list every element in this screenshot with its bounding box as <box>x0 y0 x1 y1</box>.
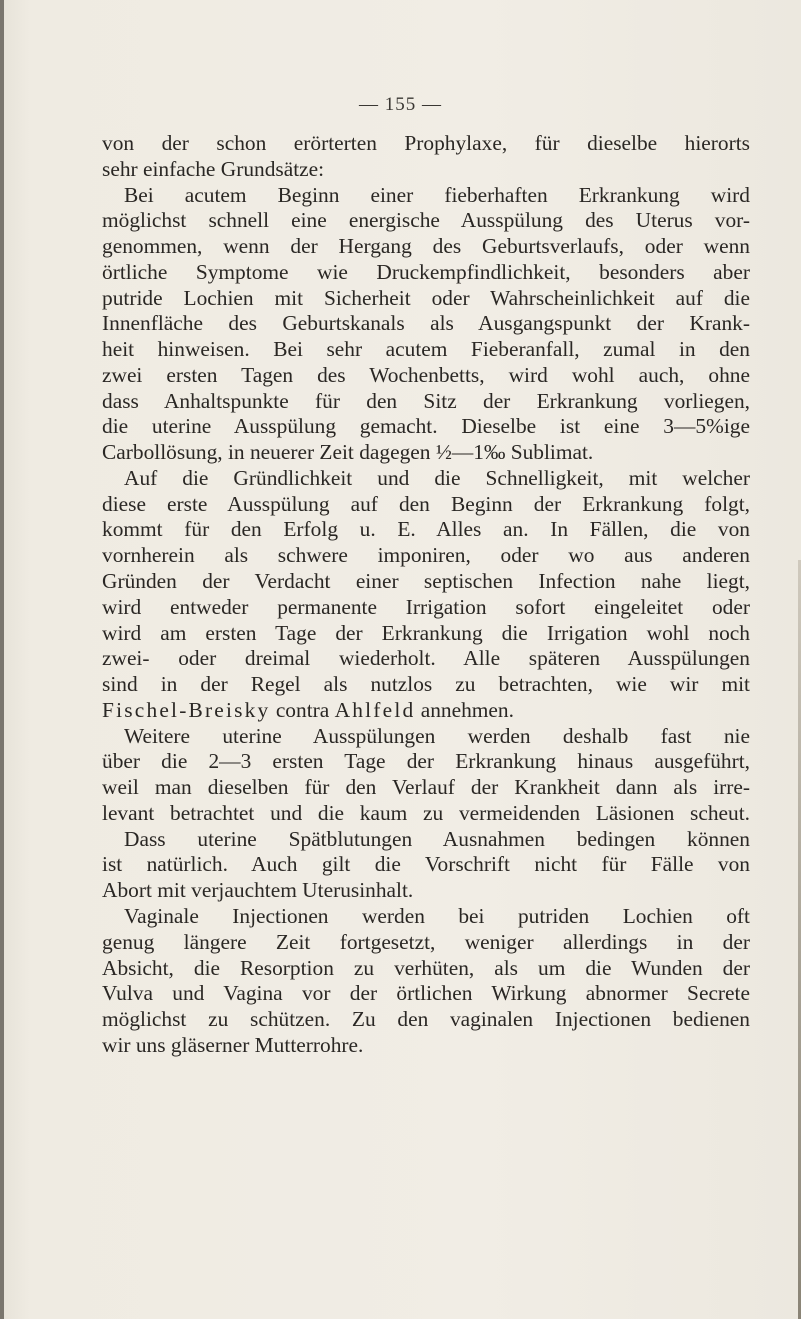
text-line: genommen, wenn der Hergang des Geburtsverlaufs, oder wenn <box>102 234 750 259</box>
text-line: weil man dieselben für den Verlauf der Krankheit dann als irre- <box>102 775 750 800</box>
author-name: Fischel-Breisky <box>102 697 271 722</box>
text-line: sehr einfache Grundsätze: <box>102 156 325 181</box>
text-line: Gründen der Verdacht einer septischen Infection nahe liegt, <box>102 569 750 594</box>
text-line: diese erste Ausspülung auf den Beginn der Erkrankung folgt, <box>102 491 750 516</box>
paragraph-start-line: Auf die Gründlichkeit und die Schnelligkeit, mit welcher <box>124 465 750 490</box>
author-name: Ahlfeld <box>334 697 416 722</box>
text-line: die uterine Ausspülung gemacht. Dieselbe ist eine 3—5%ige <box>102 414 750 439</box>
text-line: wir uns gläserner Mutterrohre. <box>102 1032 364 1057</box>
text-line: heit hinweisen. Bei sehr acutem Fieberanfall, zumal in den <box>102 337 750 362</box>
text-line: sind in der Regel als nutzlos zu betrachten, wie wir mit <box>102 672 750 697</box>
text-line: kommt für den Erfolg u. E. Alles an. In Fällen, die von <box>102 517 750 542</box>
text-line: zwei ersten Tagen des Wochenbetts, wird wohl auch, ohne <box>102 362 750 387</box>
text-line: von der schon erörterten Prophylaxe, für dieselbe hierorts <box>102 131 750 155</box>
line-tail-text: annehmen. <box>415 697 514 722</box>
page-left-edge-shadow <box>0 0 4 1319</box>
page-number: — 155 — <box>359 94 442 115</box>
text-line: örtliche Symptome wie Druckempfindlichkeit, besonders aber <box>102 259 750 284</box>
text-line: über die 2—3 ersten Tage der Erkrankung hinaus ausgeführt, <box>102 749 750 774</box>
text-line: wird am ersten Tage der Erkrankung die Irrigation wohl noch <box>102 620 750 645</box>
text-line: vornherein als schwere imponiren, oder wo aus anderen <box>102 543 750 568</box>
text-line: zwei- oder dreimal wiederholt. Alle späteren Ausspülungen <box>102 646 750 671</box>
text-line: Abort mit verjauchtem Uterusinhalt. <box>102 878 414 903</box>
text-line: Carbollösung, in neuerer Zeit dagegen ½—1‰ Sublimat. <box>102 440 594 465</box>
text-line: wird entweder permanente Irrigation sofort eingeleitet oder <box>102 594 750 619</box>
paragraph-start-line: Bei acutem Beginn einer fieberhaften Erkrankung wird <box>124 182 750 207</box>
text-line: genug längere Zeit fortgesetzt, weniger allerdings in der <box>102 929 750 954</box>
text-line: möglichst schnell eine energische Ausspülung des Uterus vor- <box>102 208 750 233</box>
text-line: Absicht, die Resorption zu verhüten, als um die Wunden der <box>102 955 750 980</box>
names-line <box>102 698 750 724</box>
text-line: möglichst zu schützen. Zu den vaginalen Injectionen bedienen <box>102 1007 750 1032</box>
text-line: dass Anhaltspunkte für den Sitz der Erkrankung vorliegen, <box>102 388 750 413</box>
paragraph-start-line: Vaginale Injectionen werden bei putriden Lochien oft <box>124 903 750 928</box>
paragraph-start-line: Dass uterine Spätblutungen Ausnahmen bedingen können <box>124 826 750 851</box>
text-line: putride Lochien mit Sicherheit oder Wahrscheinlichkeit auf die <box>102 285 750 310</box>
paragraph-start-line: Weitere uterine Ausspülungen werden deshalb fast nie <box>124 723 750 748</box>
text-line: Innenfläche des Geburtskanals als Ausgangspunkt der Krank- <box>102 311 750 336</box>
body-text <box>102 131 750 1059</box>
text-line: levant betrachtet und die kaum zu vermeidenden Läsionen scheut. <box>102 800 750 825</box>
connector-text: contra <box>270 697 335 722</box>
text-line: ist natürlich. Auch gilt die Vorschrift nicht für Fälle von <box>102 852 750 877</box>
text-line: Vulva und Vagina vor der örtlichen Wirkung abnormer Secrete <box>102 981 750 1006</box>
